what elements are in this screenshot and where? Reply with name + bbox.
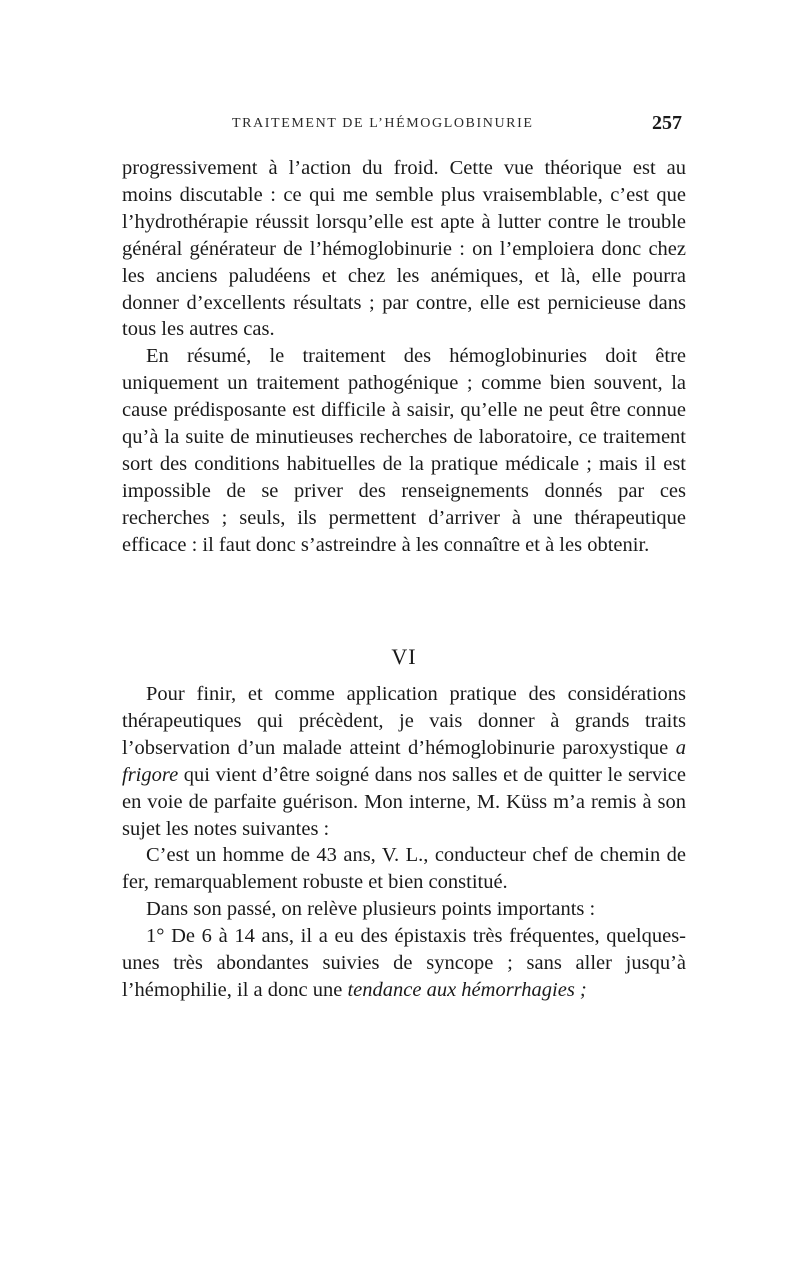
page-header	[122, 112, 682, 142]
running-title: TRAITEMENT DE L’HÉMOGLOBINURIE	[232, 116, 534, 131]
section-heading: VI	[391, 644, 417, 669]
page-number: 257	[652, 112, 682, 134]
epistaxis-text: 1° De 6 à 14 ans, il a eu des épistaxis très fréquentes, quelques-unes très abondantes suivies de syncope ; sans aller jusqu’à l’hémophilie, il a donc une	[122, 925, 686, 1001]
paragraph-history: Dans son passé, on relève plusieurs points importants :	[146, 898, 596, 921]
intro-text-start: Pour finir, et comme application pratique des considérations thérapeutiques qui précèdent, je vais donner à grands traits l’observation d’un malade atteint d’hémoglobinurie paroxystique	[122, 683, 686, 759]
intro-text-end: qui vient d’être soigné dans nos salles et de quitter le service en voie de parfaite guérison. Mon interne, M. Küss m’a remis à son sujet les notes suivantes :	[122, 763, 686, 840]
paragraph-epistaxis	[122, 923, 686, 1004]
text-block-section-vi	[122, 681, 686, 1004]
paragraph-patient: C’est un homme de 43 ans, V. L., conducteur chef de chemin de fer, remarquablement robuste et bien constitué.	[122, 844, 686, 894]
epistaxis-italic-term: tendance aux hémorrhagies ;	[347, 978, 587, 1001]
intro-italic-term: a frigore	[122, 736, 686, 786]
paragraph-hydrotherapy: progressivement à l’action du froid. Cette vue théorique est au moins discutable : ce qui me semble plus vraisemblable, c’est que l’hydrothérapie réussit lorsqu’elle est apte à lutter contre le trouble général générateur de l’hémoglobinurie : on l’emploiera donc chez les anciens paludéens et chez les anémiques, et là, elle pourra donner d’excellents résultats ; par contre, elle est pernicieuse dans tous les autres cas.	[122, 157, 686, 341]
paragraph-summary: En résumé, le traitement des hémoglobinuries doit être uniquement un traitement pathogénique ; comme bien souvent, la cause prédisposante est difficile à saisir, qu’elle ne peut être connue qu’à la suite de minutieuses recherches de laboratoire, ce traitement sort des conditions habituelles de la pratique médicale ; mais il est impossible de se priver des renseignements donnés par ces recherches ; seuls, ils permettent d’arriver à une thérapeutique efficace : il faut donc s’astreindre à les connaître et à les obtenir.	[122, 345, 686, 556]
paragraph-introduction	[122, 681, 686, 842]
text-block-continuation	[122, 155, 686, 559]
